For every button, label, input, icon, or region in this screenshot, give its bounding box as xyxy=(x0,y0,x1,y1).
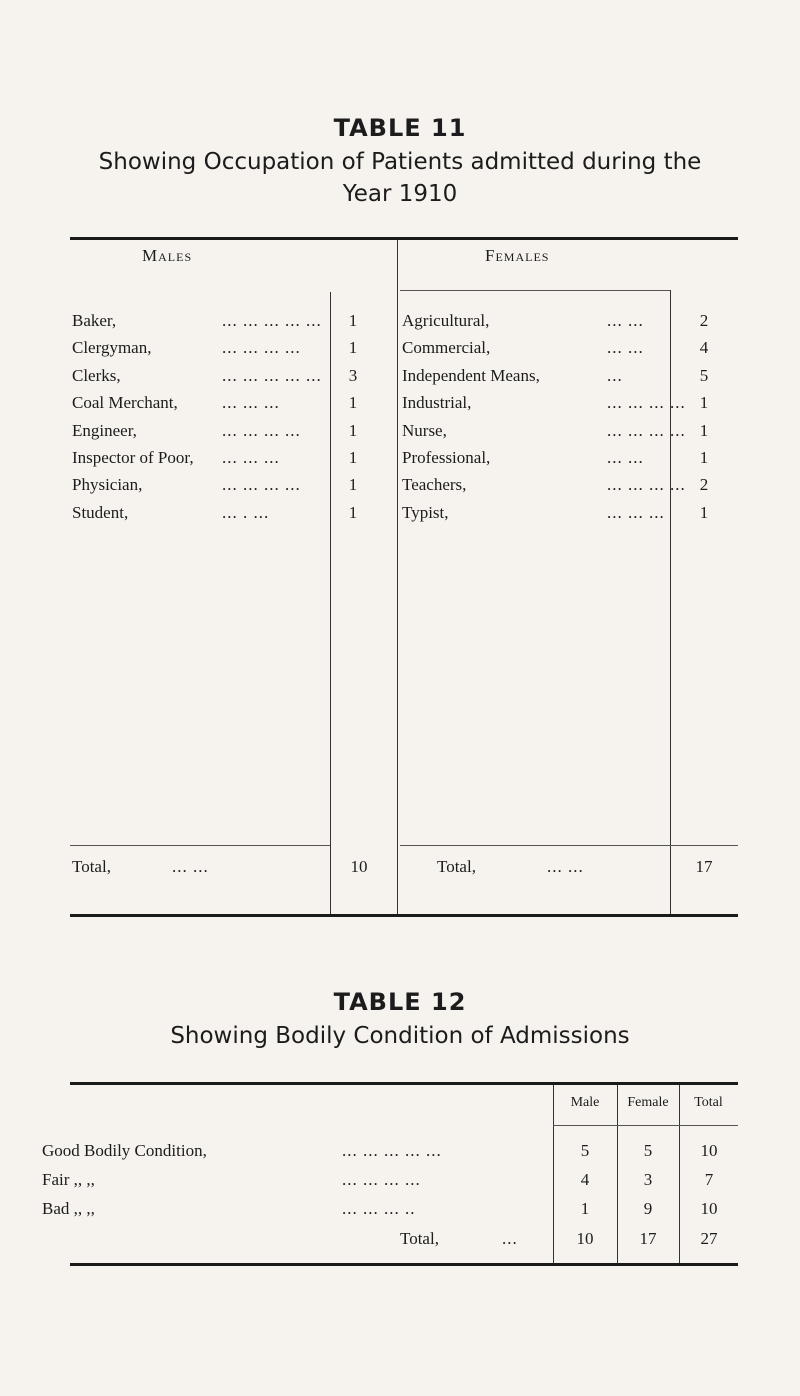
table12-female-divider xyxy=(617,1085,618,1265)
males-header: Males xyxy=(142,246,193,265)
male-occupation-dots: ... ... ... ... xyxy=(222,475,301,495)
table12-total-female: 17 xyxy=(639,1229,657,1248)
male-occupation-label: Clerks, xyxy=(72,365,121,385)
female-occupation-dots: ... ... ... ... xyxy=(607,420,686,440)
male-occupation-count: 1 xyxy=(348,420,358,440)
condition-female: 5 xyxy=(643,1141,653,1160)
female-occupation-dots: ... ... ... ... xyxy=(607,393,686,413)
male-occupation-label: Physician, xyxy=(72,475,143,495)
col-male-header: Male xyxy=(570,1095,600,1110)
female-occupation-count: 1 xyxy=(699,393,709,413)
table12-header-rule xyxy=(553,1125,738,1126)
condition-male: 5 xyxy=(580,1141,590,1160)
condition-total: 10 xyxy=(700,1141,718,1160)
male-occupation-label: Inspector of Poor, xyxy=(72,448,194,467)
male-occupation-dots: ... ... ... ... xyxy=(222,338,301,358)
condition-total: 10 xyxy=(700,1199,718,1218)
female-occupation-dots: ... ... ... xyxy=(607,502,665,522)
condition-label: Good Bodily Condition, xyxy=(42,1141,207,1160)
table12-bottom-rule xyxy=(70,1263,738,1266)
female-occupation-dots: ... ... ... ... xyxy=(607,475,686,495)
females-total-dots: ... ... xyxy=(547,857,584,876)
male-occupation-count: 1 xyxy=(348,448,358,467)
condition-label: Bad ,, ,, xyxy=(42,1199,95,1218)
males-total-dots: ... ... xyxy=(172,857,209,876)
male-occupation-dots: ... ... ... ... xyxy=(222,420,301,440)
female-occupation-dots: ... xyxy=(607,365,623,385)
table11-title: TABLE 11 xyxy=(333,114,467,142)
male-occupation-dots: ... . ... xyxy=(222,502,270,522)
col-female-header: Female xyxy=(627,1095,669,1110)
females-header-rule xyxy=(400,290,670,291)
females-header: Females xyxy=(485,246,550,265)
females-total-rule xyxy=(400,845,738,846)
table12-total-divider xyxy=(679,1085,680,1265)
col-total-header: Total xyxy=(694,1095,723,1110)
table12-male-divider xyxy=(553,1085,554,1265)
female-occupation-label: Commercial, xyxy=(402,338,491,358)
females-total-label: Total, xyxy=(437,857,476,876)
male-occupation-count: 1 xyxy=(348,311,358,330)
male-occupation-label: Coal Merchant, xyxy=(72,393,178,413)
female-occupation-dots: ... ... xyxy=(607,311,644,330)
female-occupation-label: Independent Means, xyxy=(402,365,540,385)
male-occupation-dots: ... ... ... ... ... xyxy=(222,311,322,330)
male-occupation-dots: ... ... ... ... ... xyxy=(222,365,322,385)
female-occupation-count: 2 xyxy=(699,311,709,330)
male-occupation-dots: ... ... ... xyxy=(222,448,280,467)
male-occupation-count: 1 xyxy=(348,502,358,522)
female-occupation-label: Industrial, xyxy=(402,393,472,413)
male-occupation-count: 3 xyxy=(348,365,358,385)
condition-dots: ... ... ... ... ... xyxy=(342,1141,442,1160)
female-occupation-count: 1 xyxy=(699,420,709,440)
table11-center-divider xyxy=(397,240,398,915)
condition-dots: ... ... ... ... xyxy=(342,1170,421,1189)
table11-top-rule xyxy=(70,237,738,240)
female-occupation-count: 5 xyxy=(699,365,709,385)
female-occupation-count: 4 xyxy=(699,338,709,358)
females-value-divider xyxy=(670,290,671,915)
female-occupation-label: Agricultural, xyxy=(402,311,490,330)
male-occupation-count: 1 xyxy=(348,475,358,495)
condition-male: 4 xyxy=(580,1170,590,1189)
males-total-label: Total, xyxy=(72,857,111,876)
table12-total-total: 27 xyxy=(700,1229,718,1248)
female-occupation-count: 1 xyxy=(699,502,709,522)
male-occupation-count: 1 xyxy=(348,393,358,413)
table11-subtitle-line1: Showing Occupation of Patients admitted during the xyxy=(98,149,702,175)
female-occupation-label: Professional, xyxy=(402,448,491,467)
condition-male: 1 xyxy=(580,1199,590,1218)
table12-total-male: 10 xyxy=(576,1229,594,1248)
table11-bottom-rule xyxy=(70,914,738,917)
males-value-divider xyxy=(330,292,331,915)
male-occupation-count: 1 xyxy=(348,338,358,358)
table12-total-dots: ... xyxy=(502,1229,518,1248)
male-occupation-label: Clergyman, xyxy=(72,338,152,358)
female-occupation-count: 2 xyxy=(699,475,709,495)
table12-total-label: Total, xyxy=(400,1229,439,1248)
female-occupation-count: 1 xyxy=(699,448,709,467)
female-occupation-label: Typist, xyxy=(402,502,449,522)
males-total-rule xyxy=(70,845,330,846)
males-total-value: 10 xyxy=(350,857,368,876)
table12-top-rule xyxy=(70,1082,738,1085)
condition-dots: ... ... ... .. xyxy=(342,1199,416,1218)
condition-female: 3 xyxy=(643,1170,653,1189)
male-occupation-label: Baker, xyxy=(72,311,117,330)
condition-female: 9 xyxy=(643,1199,653,1218)
male-occupation-label: Student, xyxy=(72,502,129,522)
condition-label: Fair ,, ,, xyxy=(42,1170,95,1189)
female-occupation-label: Nurse, xyxy=(402,420,447,440)
table12-title: TABLE 12 xyxy=(333,988,467,1016)
male-occupation-dots: ... ... ... xyxy=(222,393,280,413)
male-occupation-label: Engineer, xyxy=(72,420,137,440)
female-occupation-dots: ... ... xyxy=(607,338,644,358)
table11-subtitle-line2: Year 1910 xyxy=(342,181,458,207)
female-occupation-label: Teachers, xyxy=(402,475,467,495)
females-total-value: 17 xyxy=(695,857,713,876)
female-occupation-dots: ... ... xyxy=(607,448,644,467)
condition-total: 7 xyxy=(704,1170,714,1189)
table12-subtitle: Showing Bodily Condition of Admissions xyxy=(170,1023,630,1049)
